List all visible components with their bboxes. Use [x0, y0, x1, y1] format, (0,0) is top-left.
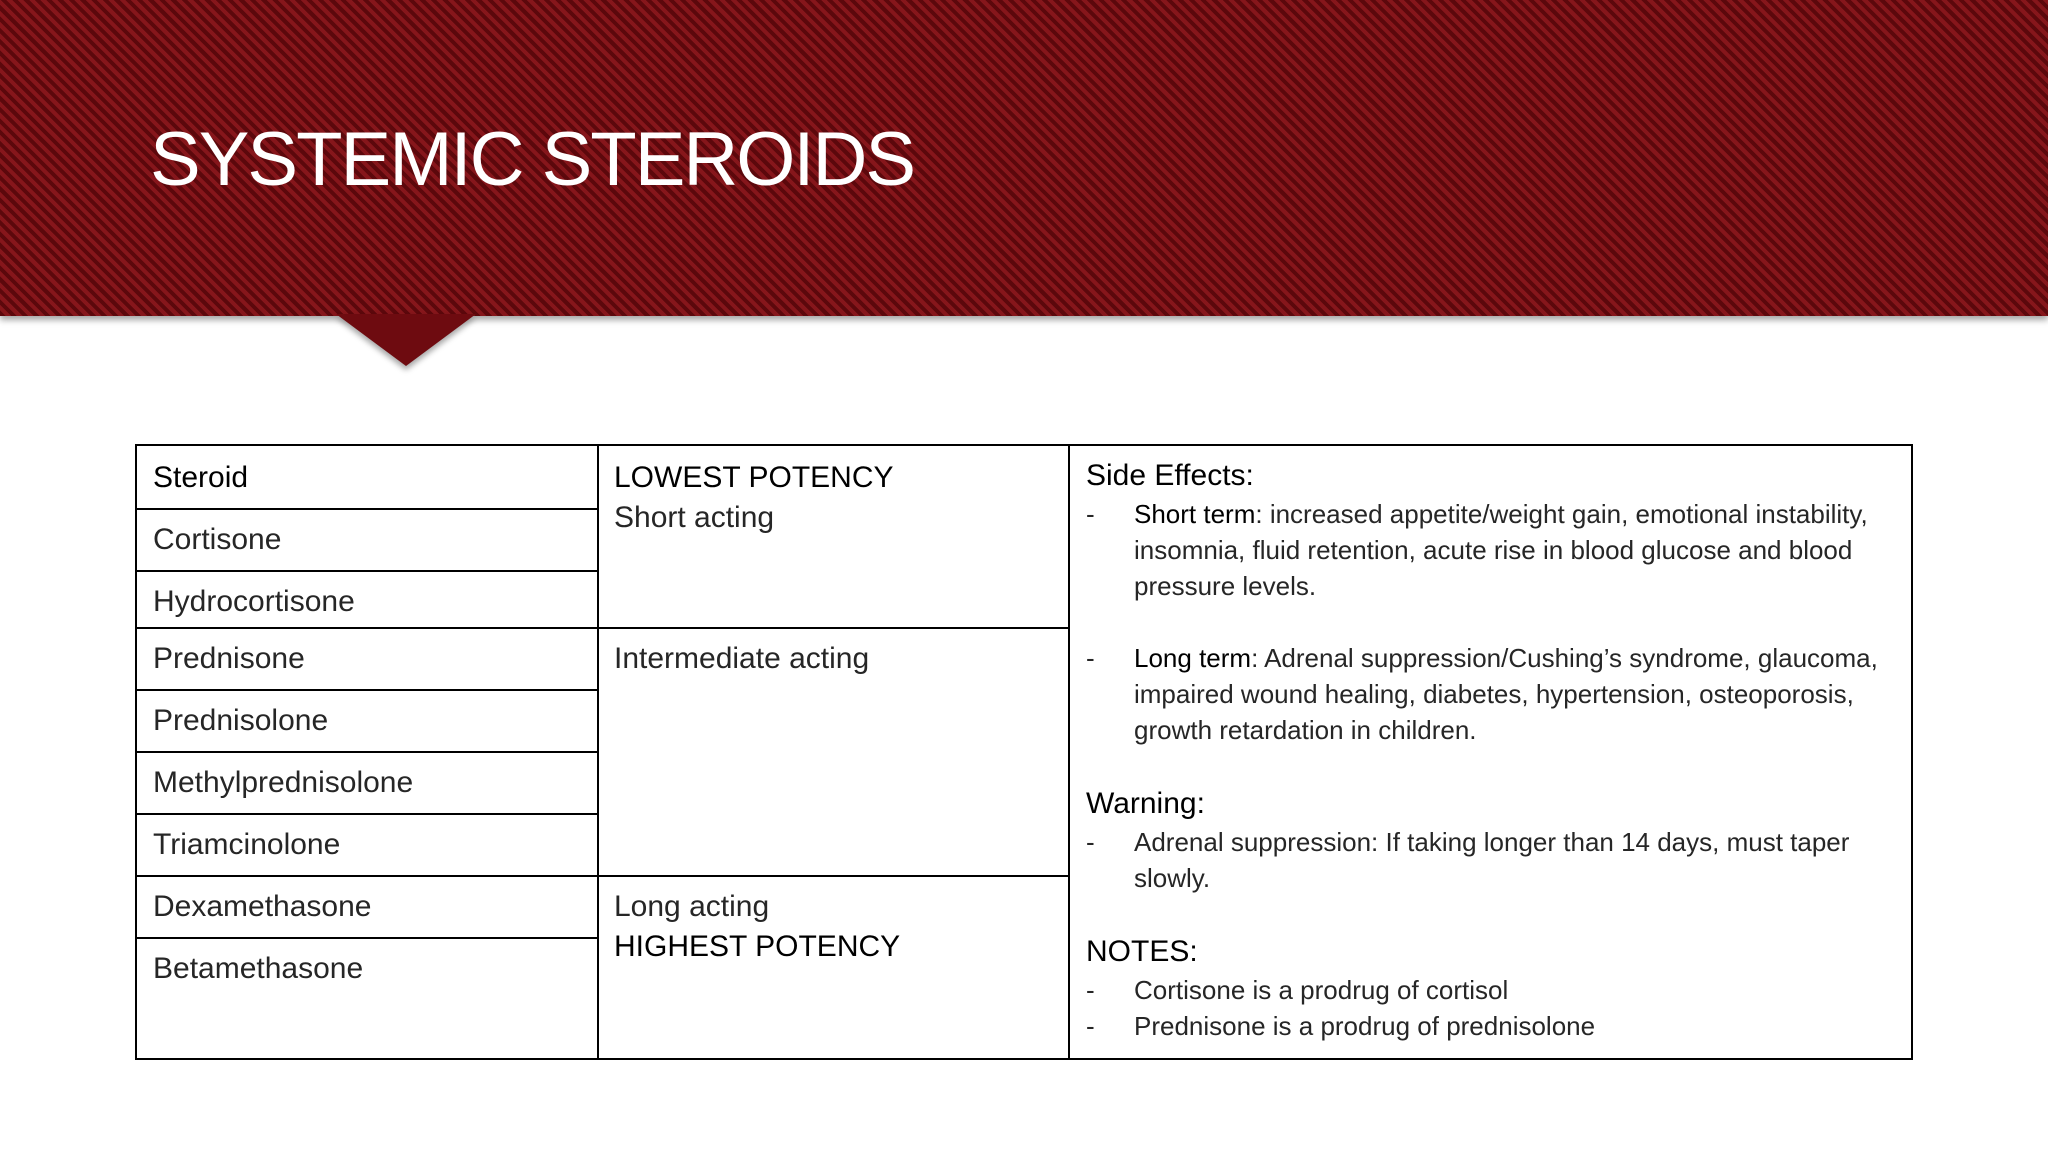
steroid-cortisone: Cortisone	[153, 523, 282, 556]
long-acting-group	[614, 887, 1074, 967]
slide-title: SYSTEMIC STEROIDS	[150, 117, 915, 202]
lowest-potency-label: LOWEST POTENCY	[614, 461, 894, 494]
column-divider-1	[597, 446, 599, 1058]
intermediate-acting-group	[614, 639, 1074, 679]
intermediate-acting-label: Intermediate acting	[614, 642, 870, 675]
steroid-table	[135, 444, 1913, 1060]
steroid-hydrocortisone: Hydrocortisone	[153, 585, 355, 618]
bullet-dash: -	[1086, 499, 1095, 529]
steroid-prednisolone: Prednisolone	[153, 704, 329, 737]
warning-text: Adrenal suppression: If taking longer than 14 days, must taper slowly.	[1134, 827, 1850, 893]
long-term-label: Long term	[1134, 643, 1252, 673]
short-term-text: : increased appetite/weight gain, emotional instability, insomnia, fluid retention, acute rise in blood glucose and blood pressure levels.	[1134, 499, 1868, 601]
row-divider	[137, 751, 597, 753]
row-divider	[137, 813, 597, 815]
notes-heading: NOTES:	[1086, 935, 1198, 968]
bullet-dash: -	[1086, 827, 1095, 857]
steroid-betamethasone: Betamethasone	[153, 952, 364, 985]
row-divider	[137, 689, 597, 691]
long-acting-label: Long acting	[614, 890, 770, 923]
note-item	[1086, 972, 1906, 1008]
steroid-column-header: Steroid	[153, 461, 249, 494]
row-divider	[137, 570, 597, 572]
steroid-methylprednisolone: Methylprednisolone	[153, 766, 414, 799]
row-divider	[137, 937, 597, 939]
short-term-effects	[1086, 496, 1906, 604]
side-effects-panel	[1086, 456, 1906, 1044]
short-acting-group	[614, 458, 1074, 538]
group-divider-intermediate	[137, 875, 1068, 877]
warning-item	[1086, 824, 1906, 896]
steroid-dexamethasone: Dexamethasone	[153, 890, 372, 923]
long-term-effects	[1086, 640, 1906, 748]
bullet-dash: -	[1086, 643, 1095, 673]
banner-notch	[336, 314, 476, 366]
group-divider-short	[137, 627, 1068, 629]
steroid-triamcinolone: Triamcinolone	[153, 828, 341, 861]
row-divider	[137, 508, 597, 510]
bullet-dash: -	[1086, 1011, 1095, 1041]
warning-heading: Warning:	[1086, 787, 1205, 820]
steroid-prednisone: Prednisone	[153, 642, 305, 675]
highest-potency-label: HIGHEST POTENCY	[614, 930, 901, 963]
note-text: Cortisone is a prodrug of cortisol	[1134, 975, 1509, 1005]
side-effects-heading: Side Effects:	[1086, 459, 1254, 492]
short-acting-label: Short acting	[614, 501, 775, 534]
long-term-text: : Adrenal suppression/Cushing’s syndrome, glaucoma, impaired wound healing, diabetes, hypertension, osteoporosis, growth retardation in children.	[1134, 643, 1878, 745]
bullet-dash: -	[1086, 975, 1095, 1005]
note-text: Prednisone is a prodrug of prednisolone	[1134, 1011, 1596, 1041]
short-term-label: Short term	[1134, 499, 1256, 529]
note-item	[1086, 1008, 1906, 1044]
